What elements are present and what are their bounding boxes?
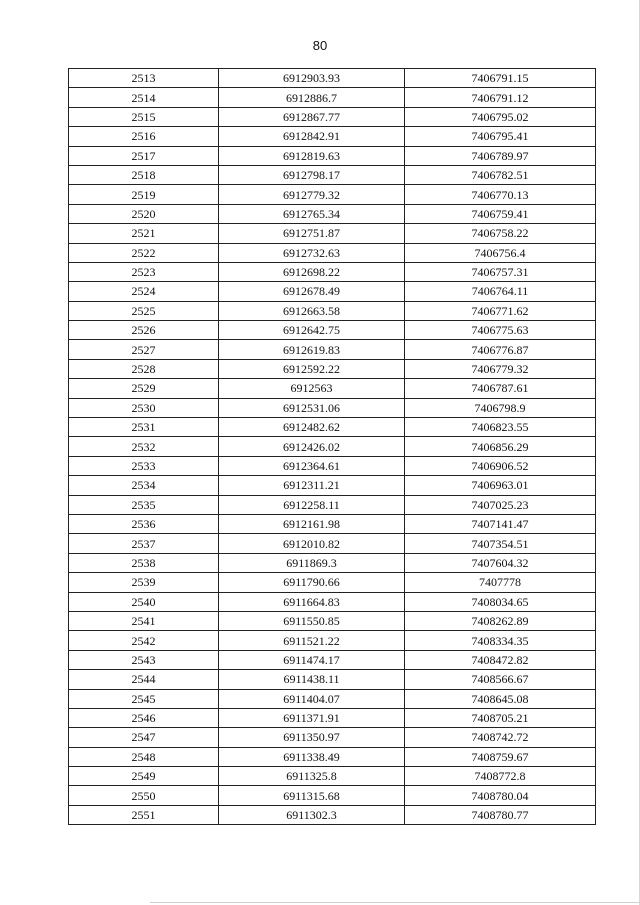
point-number-cell: 2533 [69, 456, 219, 475]
table-row [69, 456, 596, 475]
x-coordinate-cell: 6912779.32 [219, 185, 405, 204]
x-coordinate-cell: 6911350.97 [219, 728, 405, 747]
y-coordinate-cell: 7408772.8 [405, 767, 596, 786]
point-number-cell: 2550 [69, 786, 219, 805]
x-coordinate-cell: 6912563 [219, 379, 405, 398]
y-coordinate-cell: 7408780.04 [405, 786, 596, 805]
y-coordinate-cell: 7407354.51 [405, 534, 596, 553]
y-coordinate-cell: 7408645.08 [405, 689, 596, 708]
point-number-cell: 2524 [69, 282, 219, 301]
table-row [69, 437, 596, 456]
y-coordinate-cell: 7406789.97 [405, 146, 596, 165]
table-row [69, 262, 596, 281]
x-coordinate-cell: 6912819.63 [219, 146, 405, 165]
point-number-cell: 2549 [69, 767, 219, 786]
table-row [69, 398, 596, 417]
y-coordinate-cell: 7406906.52 [405, 456, 596, 475]
x-coordinate-cell: 6911404.07 [219, 689, 405, 708]
x-coordinate-cell: 6912619.83 [219, 340, 405, 359]
x-coordinate-cell: 6911438.11 [219, 670, 405, 689]
point-number-cell: 2529 [69, 379, 219, 398]
point-number-cell: 2541 [69, 611, 219, 630]
point-number-cell: 2526 [69, 321, 219, 340]
point-number-cell: 2519 [69, 185, 219, 204]
point-number-cell: 2515 [69, 107, 219, 126]
table-row [69, 282, 596, 301]
x-coordinate-cell: 6911474.17 [219, 650, 405, 669]
y-coordinate-cell: 7406775.63 [405, 321, 596, 340]
table-row [69, 146, 596, 165]
x-coordinate-cell: 6912842.91 [219, 127, 405, 146]
point-number-cell: 2551 [69, 805, 219, 824]
point-number-cell: 2532 [69, 437, 219, 456]
table-row [69, 418, 596, 437]
point-number-cell: 2540 [69, 592, 219, 611]
y-coordinate-cell: 7408705.21 [405, 708, 596, 727]
table-row [69, 321, 596, 340]
x-coordinate-cell: 6911302.3 [219, 805, 405, 824]
table-row [69, 185, 596, 204]
x-coordinate-cell: 6911550.85 [219, 611, 405, 630]
y-coordinate-cell: 7408262.89 [405, 611, 596, 630]
table-row [69, 670, 596, 689]
x-coordinate-cell: 6912010.82 [219, 534, 405, 553]
x-coordinate-cell: 6912364.61 [219, 456, 405, 475]
x-coordinate-cell: 6912751.87 [219, 224, 405, 243]
x-coordinate-cell: 6912732.63 [219, 243, 405, 262]
y-coordinate-cell: 7406787.61 [405, 379, 596, 398]
y-coordinate-cell: 7406791.12 [405, 88, 596, 107]
x-coordinate-cell: 6912663.58 [219, 301, 405, 320]
x-coordinate-cell: 6911869.3 [219, 553, 405, 572]
table-row [69, 573, 596, 592]
table-row [69, 592, 596, 611]
x-coordinate-cell: 6912161.98 [219, 514, 405, 533]
x-coordinate-cell: 6912867.77 [219, 107, 405, 126]
x-coordinate-cell: 6912531.06 [219, 398, 405, 417]
table-row [69, 689, 596, 708]
y-coordinate-cell: 7406770.13 [405, 185, 596, 204]
point-number-cell: 2530 [69, 398, 219, 417]
y-coordinate-cell: 7408566.67 [405, 670, 596, 689]
point-number-cell: 2514 [69, 88, 219, 107]
point-number-cell: 2527 [69, 340, 219, 359]
table-row [69, 476, 596, 495]
point-number-cell: 2544 [69, 670, 219, 689]
x-coordinate-cell: 6912642.75 [219, 321, 405, 340]
y-coordinate-cell: 7406782.51 [405, 165, 596, 184]
y-coordinate-cell: 7406776.87 [405, 340, 596, 359]
x-coordinate-cell: 6911315.68 [219, 786, 405, 805]
y-coordinate-cell: 7407025.23 [405, 495, 596, 514]
table-row [69, 379, 596, 398]
y-coordinate-cell: 7406795.02 [405, 107, 596, 126]
table-row [69, 728, 596, 747]
x-coordinate-cell: 6912482.62 [219, 418, 405, 437]
x-coordinate-cell: 6911338.49 [219, 747, 405, 766]
point-number-cell: 2520 [69, 204, 219, 223]
x-coordinate-cell: 6912765.34 [219, 204, 405, 223]
point-number-cell: 2525 [69, 301, 219, 320]
table-row [69, 301, 596, 320]
point-number-cell: 2523 [69, 262, 219, 281]
point-number-cell: 2521 [69, 224, 219, 243]
y-coordinate-cell: 7407604.32 [405, 553, 596, 572]
table-row [69, 69, 596, 88]
point-number-cell: 2517 [69, 146, 219, 165]
y-coordinate-cell: 7406779.32 [405, 359, 596, 378]
point-number-cell: 2536 [69, 514, 219, 533]
table-row [69, 786, 596, 805]
point-number-cell: 2547 [69, 728, 219, 747]
table-row [69, 767, 596, 786]
point-number-cell: 2537 [69, 534, 219, 553]
table-row [69, 224, 596, 243]
y-coordinate-cell: 7406795.41 [405, 127, 596, 146]
page-number: 80 [312, 38, 328, 53]
table-row [69, 359, 596, 378]
y-coordinate-cell: 7408472.82 [405, 650, 596, 669]
table-row [69, 514, 596, 533]
table-row [69, 243, 596, 262]
y-coordinate-cell: 7406759.41 [405, 204, 596, 223]
point-number-cell: 2531 [69, 418, 219, 437]
table-row [69, 88, 596, 107]
table-row [69, 553, 596, 572]
point-number-cell: 2542 [69, 631, 219, 650]
x-coordinate-cell: 6912903.93 [219, 69, 405, 88]
y-coordinate-cell: 7406798.9 [405, 398, 596, 417]
y-coordinate-cell: 7407778 [405, 573, 596, 592]
table-row [69, 708, 596, 727]
table-row [69, 747, 596, 766]
x-coordinate-cell: 6912798.17 [219, 165, 405, 184]
table-row [69, 340, 596, 359]
x-coordinate-cell: 6912311.21 [219, 476, 405, 495]
y-coordinate-cell: 7406856.29 [405, 437, 596, 456]
point-number-cell: 2535 [69, 495, 219, 514]
point-number-cell: 2518 [69, 165, 219, 184]
point-number-cell: 2516 [69, 127, 219, 146]
point-number-cell: 2534 [69, 476, 219, 495]
y-coordinate-cell: 7406771.62 [405, 301, 596, 320]
x-coordinate-cell: 6912258.11 [219, 495, 405, 514]
table-row [69, 805, 596, 824]
coordinates-table-body [69, 69, 596, 825]
point-number-cell: 2545 [69, 689, 219, 708]
table-row [69, 127, 596, 146]
x-coordinate-cell: 6911325.8 [219, 767, 405, 786]
point-number-cell: 2543 [69, 650, 219, 669]
y-coordinate-cell: 7406963.01 [405, 476, 596, 495]
y-coordinate-cell: 7407141.47 [405, 514, 596, 533]
y-coordinate-cell: 7406758.22 [405, 224, 596, 243]
y-coordinate-cell: 7408034.65 [405, 592, 596, 611]
y-coordinate-cell: 7408742.72 [405, 728, 596, 747]
point-number-cell: 2513 [69, 69, 219, 88]
x-coordinate-cell: 6912592.22 [219, 359, 405, 378]
x-coordinate-cell: 6911664.83 [219, 592, 405, 611]
y-coordinate-cell: 7406757.31 [405, 262, 596, 281]
x-coordinate-cell: 6912886.7 [219, 88, 405, 107]
y-coordinate-cell: 7406791.15 [405, 69, 596, 88]
point-number-cell: 2528 [69, 359, 219, 378]
coordinates-table [68, 68, 596, 825]
table-row [69, 631, 596, 650]
table-row [69, 650, 596, 669]
x-coordinate-cell: 6912678.49 [219, 282, 405, 301]
x-coordinate-cell: 6912426.02 [219, 437, 405, 456]
table-row [69, 204, 596, 223]
y-coordinate-cell: 7406756.4 [405, 243, 596, 262]
table-row [69, 534, 596, 553]
point-number-cell: 2546 [69, 708, 219, 727]
y-coordinate-cell: 7406764.11 [405, 282, 596, 301]
table-row [69, 107, 596, 126]
table-row [69, 611, 596, 630]
x-coordinate-cell: 6911371.91 [219, 708, 405, 727]
point-number-cell: 2548 [69, 747, 219, 766]
y-coordinate-cell: 7408780.77 [405, 805, 596, 824]
scan-edge-bottom [150, 902, 640, 903]
point-number-cell: 2522 [69, 243, 219, 262]
point-number-cell: 2538 [69, 553, 219, 572]
x-coordinate-cell: 6911521.22 [219, 631, 405, 650]
table-row [69, 165, 596, 184]
x-coordinate-cell: 6912698.22 [219, 262, 405, 281]
y-coordinate-cell: 7408334.35 [405, 631, 596, 650]
y-coordinate-cell: 7406823.55 [405, 418, 596, 437]
point-number-cell: 2539 [69, 573, 219, 592]
x-coordinate-cell: 6911790.66 [219, 573, 405, 592]
table-row [69, 495, 596, 514]
y-coordinate-cell: 7408759.67 [405, 747, 596, 766]
